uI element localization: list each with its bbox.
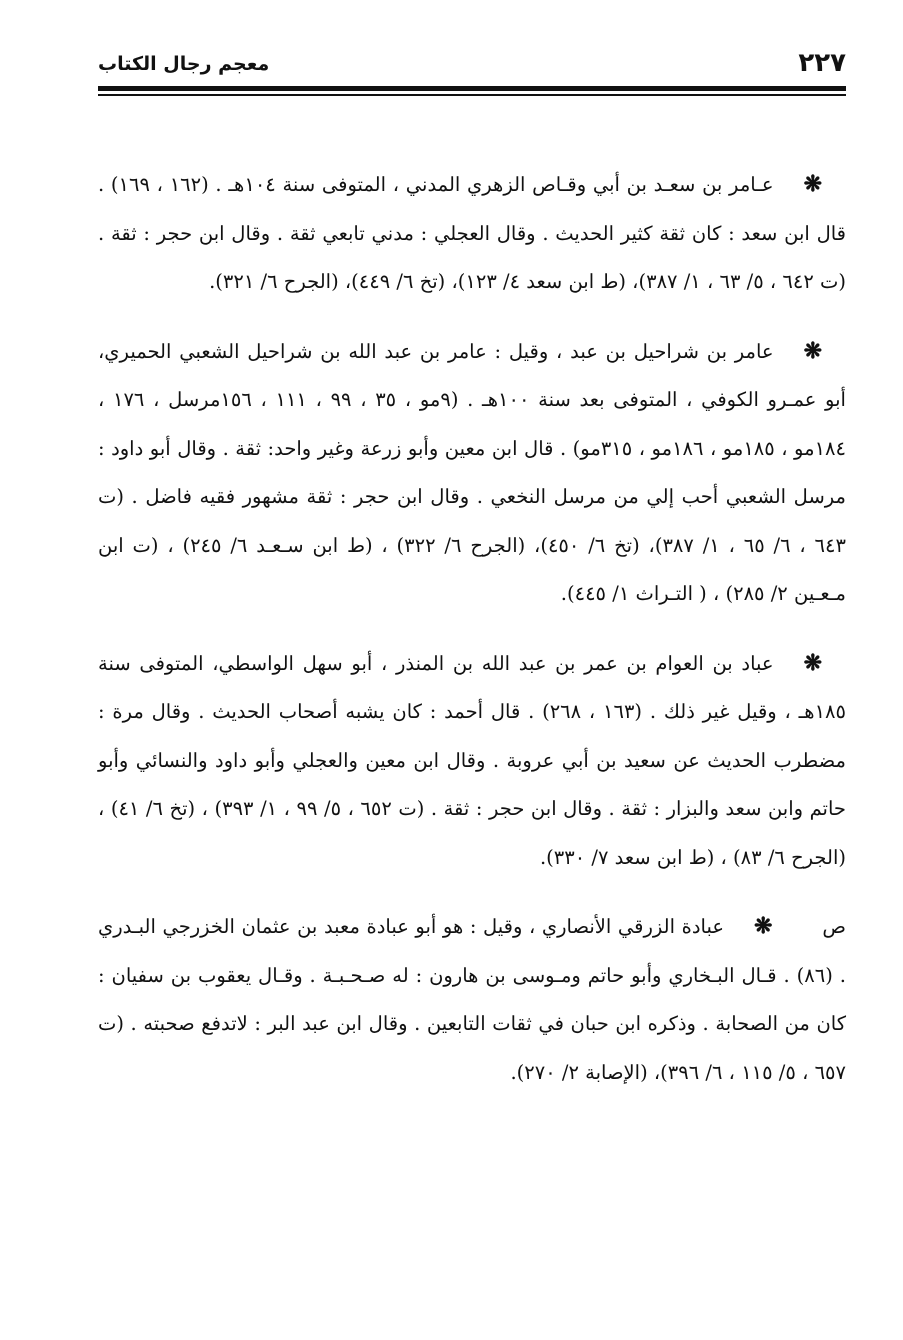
asterisk-marker-icon: ❋ [803, 337, 822, 364]
entry-text: عبادة الزرقي الأنصاري ، وقيل : هو أبو عبادة معبد بن عثمان الخزرجي البـدري . (٨٦) . قـال البـخاري وأبو حاتم ومـوسى بن هارون : له صـحـبـة . وقـال يعقوب بن سفيان : كان من الصحابة . وذكره ابن حبان في ثقات التابعين . وقال ابن عبد البر : لاتدفع صحبته . (ت ٦٥٧ ، ٥/ ١١٥ ، ٦/ ٣٩٦)، (الإصابة ٢/ ٢٧٠). [98, 915, 846, 1084]
asterisk-marker-icon: ❋ [753, 913, 773, 939]
page-header [98, 44, 846, 84]
biography-entry [98, 902, 846, 1097]
biography-entry [98, 327, 846, 619]
page-body [98, 160, 846, 1117]
header-rule-thick [98, 86, 846, 91]
biography-entry [98, 160, 846, 307]
page-number: ٢٢٧ [798, 48, 846, 78]
running-title: معجم رجال الكتاب [98, 53, 270, 75]
biography-entry [98, 639, 846, 883]
entry-text: عباد بن العوام بن عمر بن عبد الله بن المنذر ، أبو سهل الواسطي، المتوفى سنة ١٨٥هـ ، وقيل غير ذلك . (١٦٣ ، ٢٦٨) . قال أحمد : كان يشبه أصحاب الحديث . وقال مرة : مضطرب الحديث عن سعيد بن أبي عروبة . وقال ابن معين والعجلي وأبو داود والنسائي وأبو حاتم وابن سعد والبزار : ثقة . وقال ابن حجر : ثقة . (ت ٦٥٢ ، ٥/ ٩٩ ، ١/ ٣٩٣) ، (تخ ٦/ ٤١) ، (الجرح ٦/ ٨٣) ، (ط ابن سعد ٧/ ٣٣٠). [98, 651, 846, 869]
entry-text: عـامر بن سعـد بن أبي وقـاص الزهري المدني ، المتوفى سنة ١٠٤هـ . (١٦٢ ، ١٦٩) . قال ابن سعد : كان ثقة كثير الحديث . وقال العجلي : مدني تابعي ثقة . وقال ابن حجر : ثقة . (ت ٦٤٢ ، ٥/ ٦٣ ، ١/ ٣٨٧)، (ط ابن سعد ٤/ ١٢٣)، (تخ ٦/ ٤٤٩)، (الجرح ٦/ ٣٢١). [98, 173, 846, 293]
asterisk-marker-icon: ❋ [803, 649, 822, 676]
entry-text: عامر بن شراحيل بن عبد ، وقيل : عامر بن عبد الله بن شراحيل الشعبي الحميري، أبو عمـرو الكوفي ، المتوفى بعد سنة ١٠٠هـ . (٩مو ، ٣٥ ، ٩٩ ، ١١١ ، ١٥٦مرسل ، ١٧٦ ، ١٨٤مو ، ١٨٥مو ، ١٨٦مو ، ٣١٥مو) . قال ابن معين وأبو زرعة وغير واحد: ثقة . وقال أبو داود : مرسل الشعبي أحب إلي من مرسل النخعي . وقال ابن حجر : ثقة مشهور فقيه فاضل . (ت ٦٤٣ ، ٦/ ٦٥ ، ١/ ٣٨٧)، (تخ ٦/ ٤٥٠)، (الجرح ٦/ ٣٢٢) ، (ط ابن سـعـد ٦/ ٢٤٥) ، (ت ابن مـعـين ٢/ ٢٨٥) ، ( التـراث ١/ ٤٤٥). [98, 339, 846, 605]
header-rule-thin [98, 94, 846, 96]
book-code: ص [822, 915, 846, 938]
asterisk-marker-icon: ❋ [803, 171, 822, 197]
